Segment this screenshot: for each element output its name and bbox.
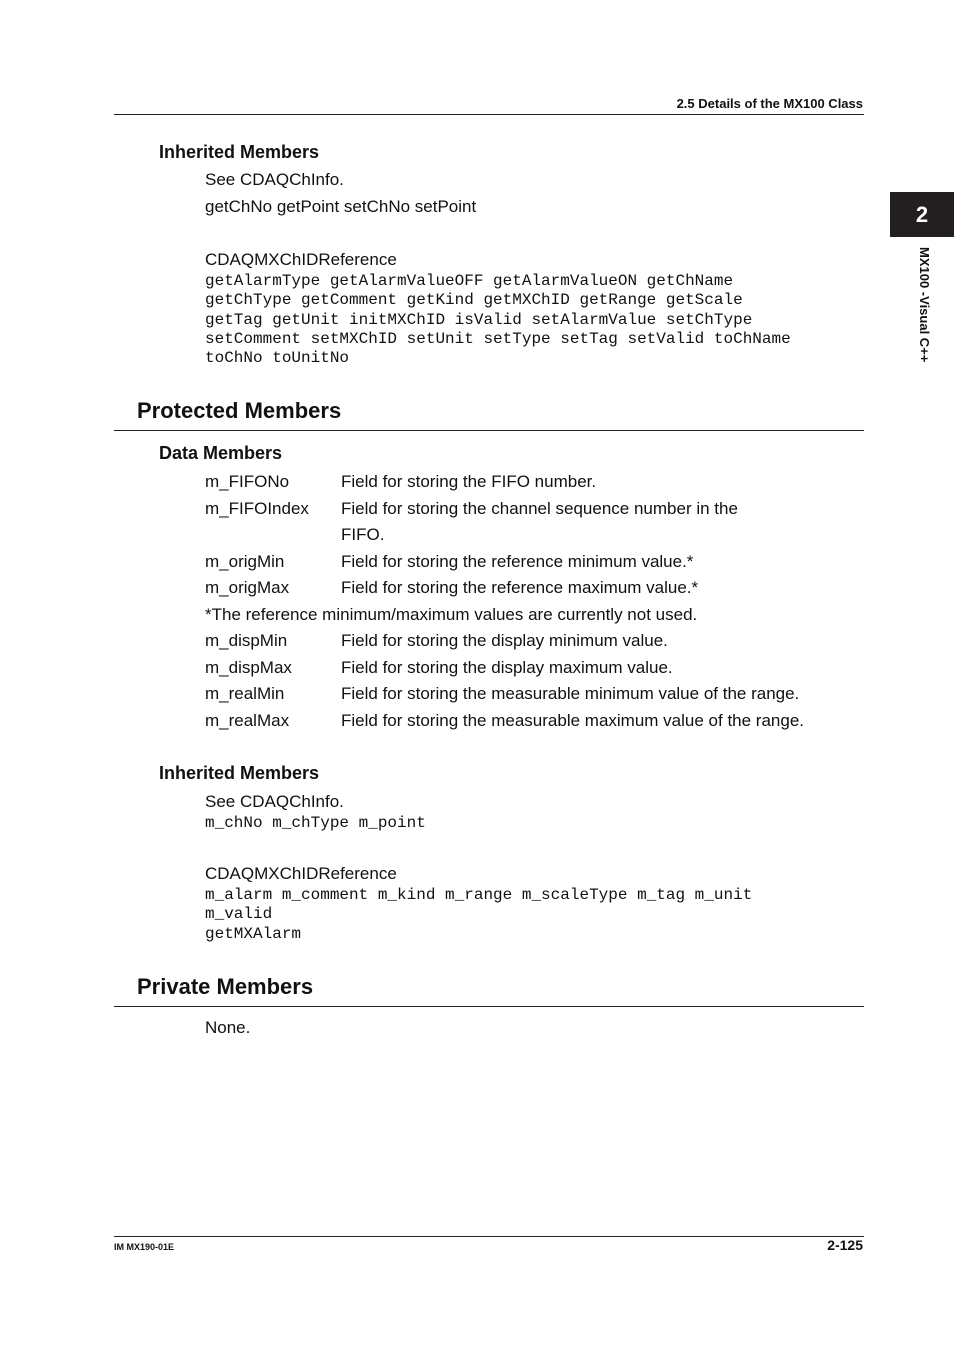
member-name: m_realMin [205,684,285,703]
member-name: m_origMax [205,578,290,597]
page-number: 2-125 [827,1237,863,1253]
member-name: m_dispMax [205,657,292,677]
member-description: Field for storing the measurable maximum value of the range. [341,710,805,730]
table-row [205,575,845,602]
private-rule [114,1006,864,1007]
table-row [205,655,845,682]
ref-members-list: getAlarmType getAlarmValueOFF getAlarmValueON getChName getChType getComment getKind getMXChID getRange getScale getTag getUnit initMXChID isValid setAlarmValue setChType setComment setMXChID setUnit setType setTag setValid toChName toChNo toUnitNo [205,272,791,368]
protected-rule [114,430,864,431]
member-description: Field for storing the channel sequence number in the FIFO. [341,498,738,544]
protected-members-heading: Protected Members [137,398,342,423]
footnote-row [205,602,845,629]
member-name: m_dispMin [205,631,288,650]
footnote-text: *The reference minimum/maximum values are currently not used. [205,604,698,624]
chapter-tab: 2 [890,192,954,237]
ref-members-list: m_alarm m_comment m_kind m_range m_scaleType m_tag m_unit m_valid getMXAlarm [205,886,753,943]
table-row [205,549,845,576]
member-name: m_FIFOIndex [205,498,309,518]
ref-class-name: CDAQMXChIDReference [205,864,397,883]
header-rule [114,114,864,115]
table-row [205,681,845,708]
see-chinfo-text: See CDAQChInfo. [205,792,344,811]
member-description: Field for storing the reference maximum value.* [341,578,699,597]
private-none-text: None. [205,1018,251,1037]
member-name: m_origMin [205,551,285,571]
table-row [205,628,845,655]
ref-class-name: CDAQMXChIDReference [205,250,397,269]
private-members-heading: Private Members [137,974,314,999]
see-chinfo-text: See CDAQChInfo. [205,170,344,189]
member-description: Field for storing the display minimum value. [341,631,668,650]
running-header: 2.5 Details of the MX100 Class [676,96,863,111]
document-id: IM MX190-01E [114,1242,175,1252]
member-description: Field for storing the reference minimum value.* [341,551,694,571]
member-name: m_realMax [205,710,290,730]
table-row [205,469,845,496]
data-members-list [205,469,845,734]
footer-rule [114,1236,864,1237]
inherited-members-heading: Inherited Members [159,142,320,162]
inherited-members-heading: Inherited Members [159,763,320,783]
member-description: Field for storing the measurable minimum value of the range. [341,684,800,703]
member-name: m_FIFONo [205,472,290,491]
table-row [205,708,845,735]
chinfo-members-list: getChNo getPoint setChNo setPoint [205,197,477,216]
member-description: Field for storing the display maximum value. [341,657,673,677]
chinfo-members-list: m_chNo m_chType m_point [205,814,426,832]
chapter-side-label: MX100 -Visual C++ [917,247,932,363]
data-members-heading: Data Members [159,443,283,463]
member-description: Field for storing the FIFO number. [341,472,597,491]
table-row [205,496,845,549]
